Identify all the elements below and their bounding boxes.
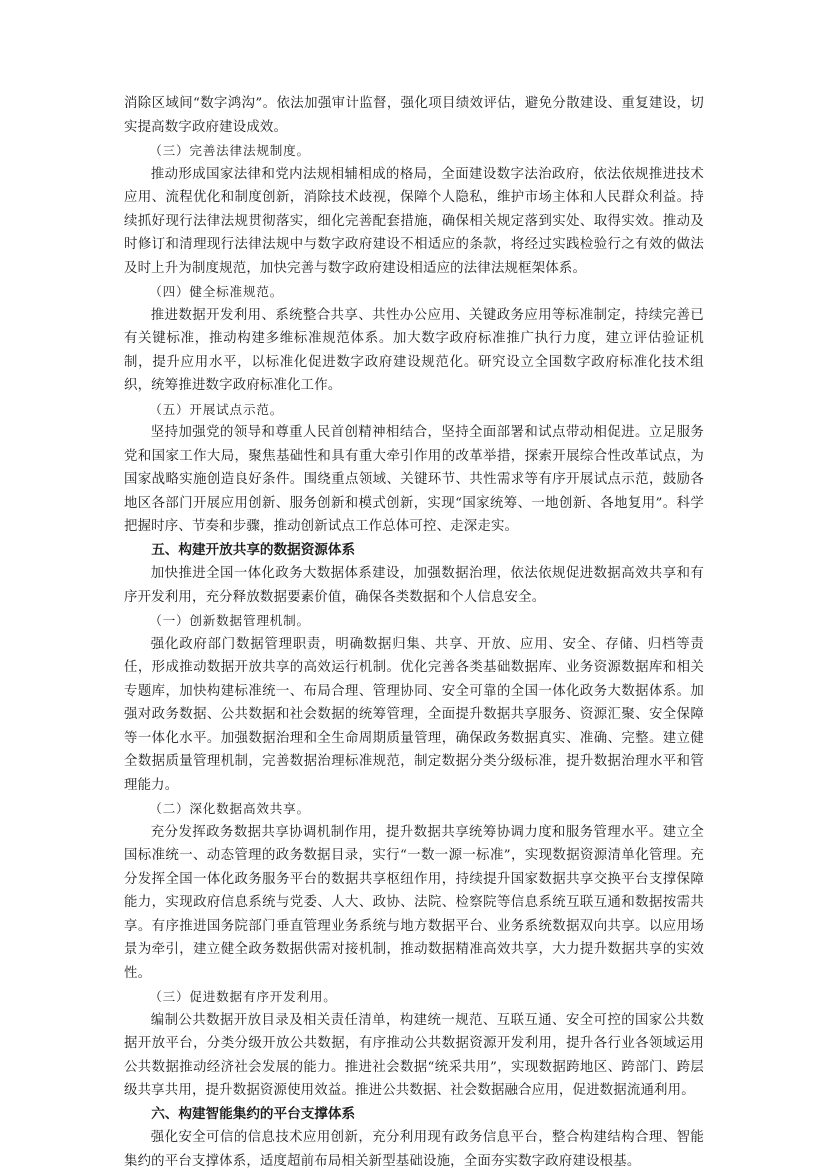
subheading-data-management: （一）创新数据管理机制。 bbox=[149, 613, 310, 628]
paragraph-data-resources: 加快推进全国一体化政务大数据体系建设，加强数据治理，依法依规促进数据高效共享和有序开发利用，充分释放数据要素价值，确保各类数据和个人信息安全。 bbox=[124, 566, 704, 605]
paragraph-intro: 消除区域间“数字鸿沟”。依法加强审计监督，强化项目绩效评估，避免分散建设、重复建设，切实提高数字政府建设成效。 bbox=[124, 96, 704, 135]
paragraph-standards: 推进数据开发利用、系统整合共享、共性办公应用、关键政务应用等标准制定，持续完善已有关键标准，推动构建多维标准规范体系。加大数字政府标准推广执行力度，建立评估验证机制，提升应用水平，以标准化促进数字政府建设规范化。研究设立全国数字政府标准化技术组织，统筹推进数字政府标准化工作。 bbox=[124, 307, 704, 393]
paragraph-data-management: 强化政府部门数据管理职责，明确数据归集、共享、开放、应用、安全、存储、归档等责任，形成推动数据开放共享的高效运行机制。优化完善各类基础数据库、业务资源数据库和相关专题库，加快构建标准统一、布局合理、管理协同、安全可靠的全国一体化政务大数据体系。加强对政务数据、公共数据和社会数据的统筹管理，全面提升数据共享服务、资源汇聚、安全保障等一体化水平。加强数据治理和全生命周期质量管理，确保政务数据真实、准确、完整。建立健全数据质量管理机制，完善数据治理标准规范，制定数据分类分级标准，提升数据治理水平和管理能力。 bbox=[124, 636, 704, 793]
subheading-data-sharing: （二）深化数据高效共享。 bbox=[149, 801, 310, 816]
section-heading-platform: 六、构建智能集约的平台支撑体系 bbox=[151, 1105, 356, 1122]
section-heading-data-resources: 五、构建开放共享的数据资源体系 bbox=[151, 541, 356, 558]
document-page bbox=[124, 92, 704, 1173]
paragraph-law: 推动形成国家法律和党内法规相辅相成的格局，全面建设数字法治政府，依法依规推进技术应用、流程优化和制度创新，消除技术歧视，保障个人隐私，维护市场主体和人民群众利益。持续抓好现行法律法规贯彻落实，细化完善配套措施，确保相关规定落到实处、取得实效。推动及时修订和清理现行法律法规中与数字政府建设不相适应的条款，将经过实践检验行之有效的做法及时上升为制度规范，加快完善与数字政府建设相适应的法律法规框架体系。 bbox=[124, 166, 704, 276]
paragraph-data-utilization: 编制公共数据开放目录及相关责任清单，构建统一规范、互联互通、安全可控的国家公共数据开放平台，分类分级开放公共数据，有序推动公共数据资源开发利用，提升各行业各领域运用公共数据推动经济社会发展的能力。推进社会数据“统采共用”，实现数据跨地区、跨部门、跨层级共享共用，提升数据资源使用效益。推进公共数据、社会数据融合应用，促进数据流通利用。 bbox=[124, 1012, 704, 1098]
subheading-law: （三）完善法律法规制度。 bbox=[149, 143, 310, 158]
subheading-pilot: （五）开展试点示范。 bbox=[149, 401, 284, 417]
subheading-standards: （四）健全标准规范。 bbox=[149, 284, 284, 299]
paragraph-platform: 强化安全可信的信息技术应用创新，充分利用现有政务信息平台，整合构建结构合理、智能集约的平台支撑体系，适度超前布局相关新型基础设施，全面夯实数字政府建设根基。 bbox=[124, 1130, 704, 1169]
paragraph-data-sharing: 充分发挥政务数据共享协调机制作用，提升数据共享统筹协调力度和服务管理水平。建立全国标准统一、动态管理的政务数据目录，实行“一数一源一标准”，实现数据资源清单化管理。充分发挥全国一体化政务服务平台的数据共享枢纽作用，持续提升国家数据共享交换平台支撑保障能力，实现政府信息系统与党委、人大、政协、法院、检察院等信息系统互联互通和数据按需共享。有序推进国务院部门垂直管理业务系统与地方数据平台、业务系统数据双向共享。以应用场景为牵引，建立健全政务数据供需对接机制，推动数据精准高效共享，大力提升数据共享的实效性。 bbox=[124, 824, 704, 981]
paragraph-pilot: 坚持加强党的领导和尊重人民首创精神相结合，坚持全面部署和试点带动相促进。立足服务党和国家工作大局，聚焦基础性和具有重大牵引作用的改革举措，探索开展综合性改革试点，为国家战略实施创造良好条件。围绕重点领域、关键环节、共性需求等有序开展试点示范，鼓励各地区各部门开展应用创新、服务创新和模式创新，实现“国家统筹、一地创新、各地复用”。科学把握时序、节奏和步骤，推动创新试点工作总体可控、走深走实。 bbox=[124, 425, 704, 534]
subheading-data-utilization: （三）促进数据有序开发利用。 bbox=[149, 989, 337, 1004]
